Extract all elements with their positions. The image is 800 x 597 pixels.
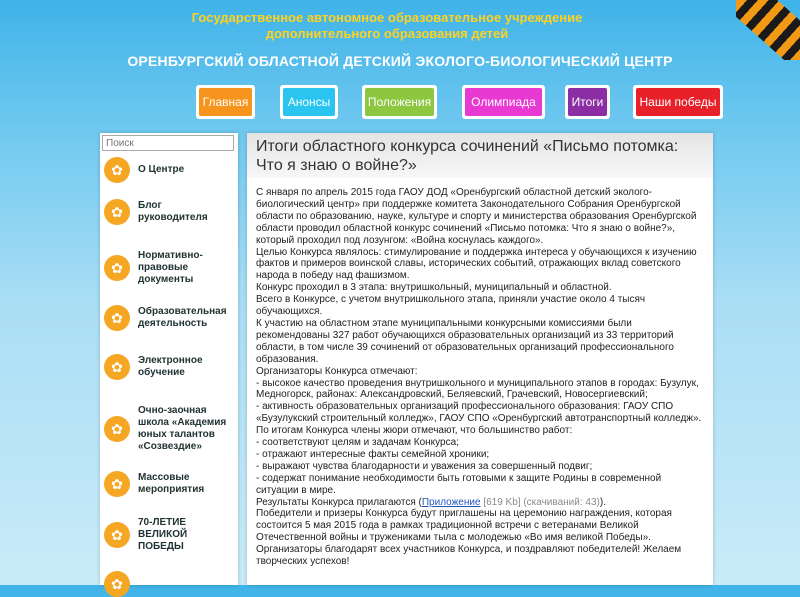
attachment-link[interactable]: Приложение: [421, 496, 481, 508]
results-line: Результаты Конкурса прилагаются (Приложение [619 Kb] (скачиваний: 43)).: [256, 496, 606, 508]
butterfly-icon: ✿: [104, 255, 130, 281]
sidebar-item-blog[interactable]: ✿ Блог руководителя: [100, 199, 238, 225]
nav-olympiad[interactable]: Олимпиада: [462, 85, 545, 119]
sidebar-item-legal-documents[interactable]: ✿ Нормативно-правовые документы: [100, 250, 238, 286]
organization-name: Государственное автономное образовательное учреждение дополнительного образования детей: [191, 10, 583, 41]
sidebar-item-events[interactable]: ✿ Массовые мероприятия: [100, 471, 238, 497]
page-title: Итоги областного конкурса сочинений «Письмо потомка: Что я знаю о войне?»: [256, 138, 679, 174]
sidebar-item-academy[interactable]: ✿ Очно-заочная школа «Академия юных талантов «Созвездие»: [100, 405, 238, 453]
butterfly-icon: ✿: [104, 354, 130, 380]
sidebar: [100, 133, 238, 592]
sidebar-item-victory-70[interactable]: ✿ 70-ЛЕТИЕ ВЕЛИКОЙ ПОБЕДЫ: [100, 517, 238, 553]
nav-home[interactable]: Главная: [196, 85, 255, 119]
search-input[interactable]: [102, 135, 234, 151]
butterfly-icon: ✿: [104, 416, 130, 442]
nav-results[interactable]: Итоги: [565, 85, 610, 119]
article: [247, 133, 713, 585]
nav-our-victories[interactable]: Наши победы: [633, 85, 723, 119]
butterfly-icon: ✿: [104, 305, 130, 331]
butterfly-icon: ✿: [104, 571, 130, 597]
butterfly-icon: ✿: [104, 157, 130, 183]
site-title: ОРЕНБУРГСКИЙ ОБЛАСТНОЙ ДЕТСКИЙ ЭКОЛОГО-БИОЛОГИЧЕСКИЙ ЦЕНТР: [127, 53, 673, 69]
nav-regulations[interactable]: Положения: [362, 85, 437, 119]
sidebar-item-education[interactable]: ✿ Образовательная деятельность: [100, 305, 238, 331]
attachment-meta: [619 Kb] (скачиваний: 43): [480, 496, 600, 508]
butterfly-icon: ✿: [104, 471, 130, 497]
sidebar-item-e-learning[interactable]: ✿ Электронное обучение: [100, 354, 238, 380]
sidebar-item-more[interactable]: [100, 571, 238, 597]
butterfly-icon: ✿: [104, 199, 130, 225]
article-header: [247, 133, 713, 178]
sidebar-item-about[interactable]: ✿ О Центре: [100, 157, 238, 183]
article-body: С января по апрель 2015 года ГАОУ ДОД «Оренбургский областной детский эколого-биологический центр» при поддержке комитета Законодательного Собрания Оренбургской области по образованию, науке, культуре и спорту и министерства образования Оренбургской области проводил областной конкурс сочинений «Письмо потомка: Что я знаю о войне?», который проходил под лозунгом: «Война коснулась каждого». Целью Конкурса являлось: стимулирование и поддержка интереса у обучающихся к изучению фактов и примеров воинской славы, исторических событий, отражающих вклад советского народа в победу над фашизмом. Конкурс проходил в 3 этапа: внутришкольный, муниципальный и областной. Всего в Конкурсе, с учетом внутришкольного этапа, приняли участие около 4 тысяч обучающихся. К участию на областном этапе муниципальными конкурсными комиссиями были рекомендованы 327 работ обучающихся образовательных организаций из 33 территорий области, в том числе 39 сочинений от образовательных организаций профессионального образования. Организаторы Конкурса отмечают: - высокое качество проведения внутришкольного и муниципального этапов в городах: Бузулук, Медногорск, районах: Александровский, Беляевский, Грачевский, Новосергиевский; - активность образовательных организаций профессионального образования: ГАОУ СПО «Бузулукский строительный колледж», ГАОУ СПО «Оренбургский автотранспортный колледж». По итогам Конкурса члены жюри отмечают, что большинство работ: - соответствуют целям и задачам Конкурса; - отражают интересные факты семейной хроники; - выражают чувства благодарности и уважения за совершенный подвиг; - содержат понимание необходимости быть готовыми к защите Родины в современной ситуации в мире. Результаты Конкурса прилагаются (Приложение [619 Kb] (скачиваний: 43)). Победители и призеры Конкурса будут приглашены на церемонию награждения, которая состоится 5 мая 2015 года в рамках традиционной встречи с ветеранами Великой Отечественной войны и тружениками тыла с молодежью «Во имя великой Победы». Организаторы благодарят всех участников Конкурса, и поздравляют победителей! Желаем творческих успехов!: [256, 187, 706, 568]
butterfly-icon: ✿: [104, 522, 130, 548]
nav-announcements[interactable]: Анонсы: [280, 85, 338, 119]
